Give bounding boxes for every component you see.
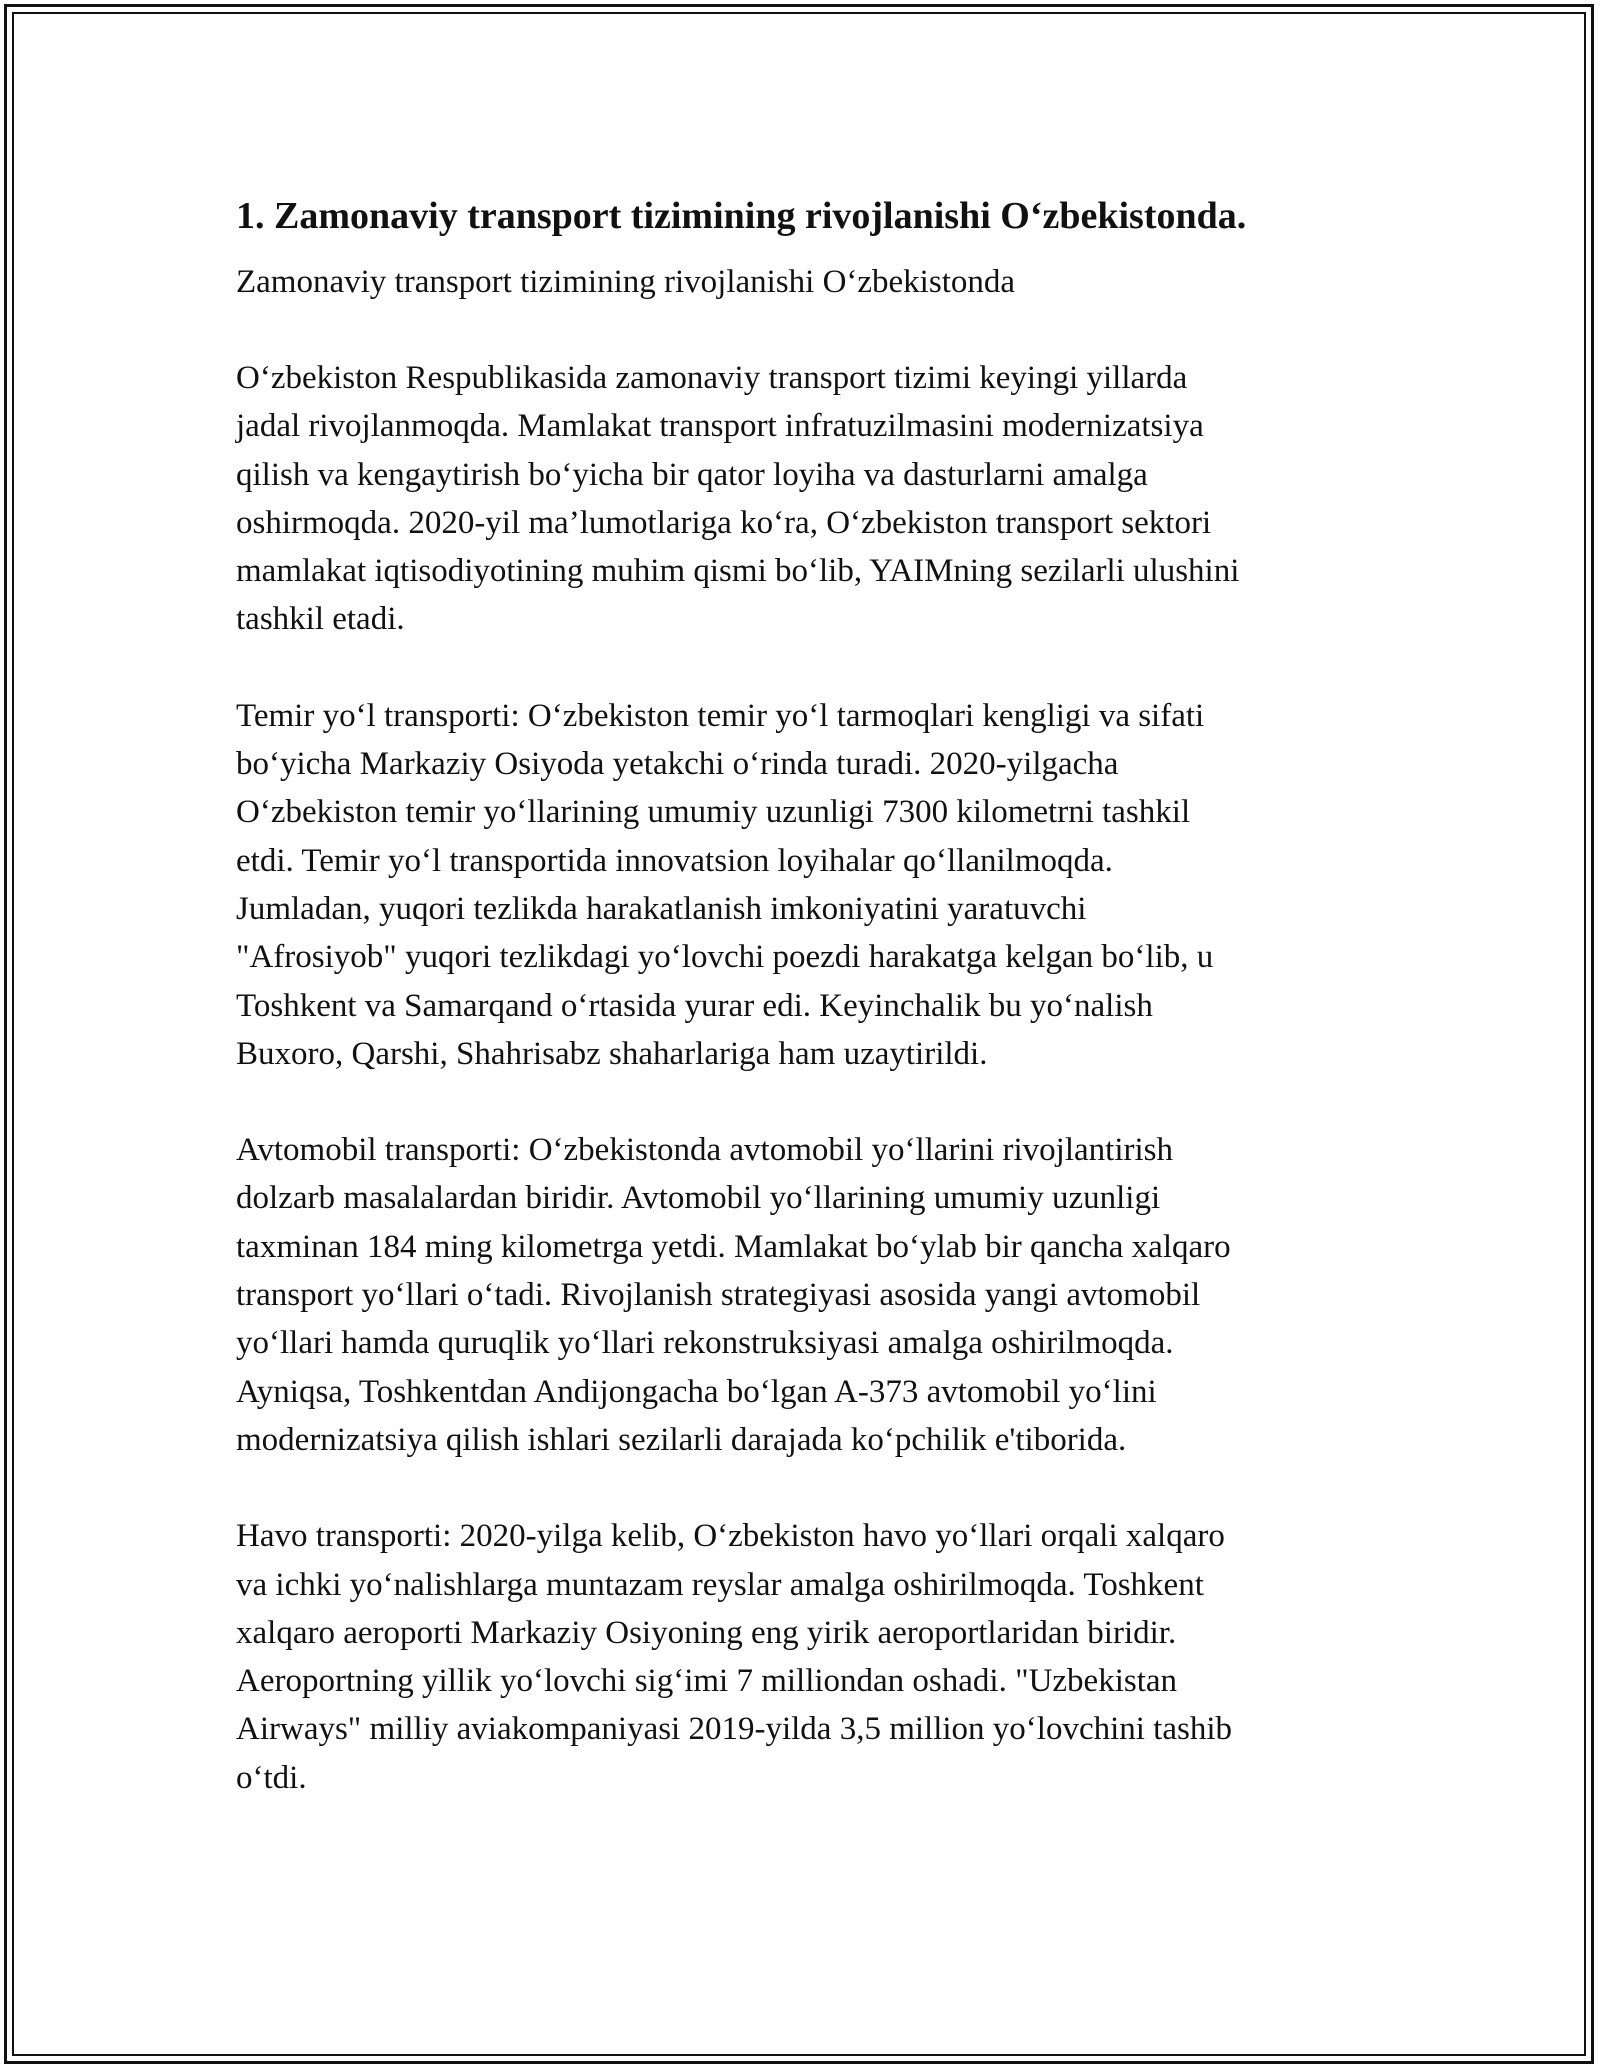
text-line: Ayniqsa, Toshkentdan Andijongacha bo‘lgan A-373 avtomobil yo‘lini: [236, 1373, 1157, 1410]
text-line: jadal rivojlanmoqda. Mamlakat transport infratuzilmasini modernizatsiya: [236, 408, 1204, 445]
text-line: o‘tdi.: [236, 1759, 307, 1796]
text-line: yo‘llari hamda quruqlik yo‘llari rekonstruksiyasi amalga oshirilmoqda.: [236, 1325, 1174, 1362]
text-line: va ichki yo‘nalishlarga muntazam reyslar amalga oshirilmoqda. Toshkent: [236, 1566, 1204, 1603]
text-line: Avtomobil transporti: O‘zbekistonda avtomobil yo‘llarini rivojlantirish: [236, 1132, 1173, 1169]
text-line: oshirmoqda. 2020-yil ma’lumotlariga ko‘ra, O‘zbekiston transport sektori: [236, 504, 1212, 541]
text-line: taxminan 184 ming kilometrga yetdi. Mamlakat bo‘ylab bir qancha xalqaro: [236, 1228, 1231, 1265]
text-line: O‘zbekiston Respublikasida zamonaviy transport tizimi keyingi yillarda: [236, 360, 1188, 396]
text-line: Aeroportning yillik yo‘lovchi sig‘imi 7 milliondan oshadi. "Uzbekistan: [236, 1663, 1178, 1700]
text-line: dolzarb masalalardan biridir. Avtomobil yo‘llarining umumiy uzunligi: [236, 1180, 1161, 1217]
text-line: xalqaro aeroporti Markaziy Osiyoning eng yirik aeroportlaridan biridir.: [236, 1614, 1177, 1651]
text-line: "Afrosiyob" yuqori tezlikdagi yo‘lovchi poezdi harakatga kelgan bo‘lib, u: [236, 939, 1214, 976]
text-line: tashkil etadi.: [236, 601, 405, 638]
text-line: Temir yo‘l transporti: O‘zbekiston temir yo‘l tarmoqlari kengligi va sifati: [236, 697, 1205, 734]
paragraph-railway: [236, 692, 1386, 1078]
text-line: transport yo‘llari o‘tadi. Rivojlanish strategiyasi asosida yangi avtomobil: [236, 1277, 1201, 1314]
text-line: Jumladan, yuqori tezlikda harakatlanish imkoniyatini yaratuvchi: [236, 890, 1087, 927]
text-line: Airways" milliy aviakompaniyasi 2019-yilda 3,5 million yo‘lovchini tashib: [236, 1711, 1233, 1748]
text-line: qilish va kengaytirish bo‘yicha bir qator loyiha va dasturlarni amalga: [236, 456, 1148, 493]
page-title: 1. Zamonaviy transport tizimining rivojlanishi O‘zbekistonda.: [236, 195, 1247, 237]
text-line: Buxoro, Qarshi, Shahrisabz shaharlariga ham uzaytirildi.: [236, 1035, 988, 1072]
text-line: Havo transporti: 2020-yilga kelib, O‘zbekiston havo yo‘llari orqali xalqaro: [236, 1518, 1225, 1555]
text-line: bo‘yicha Markaziy Osiyoda yetakchi o‘rinda turadi. 2020-yilgacha: [236, 746, 1119, 783]
text-line: O‘zbekiston temir yo‘llarining umumiy uzunligi 7300 kilometrni tashkil: [236, 794, 1191, 831]
document-subtitle: Zamonaviy transport tizimining rivojlanishi O‘zbekistonda: [236, 264, 1016, 300]
paragraph-air: [236, 1512, 1386, 1802]
text-line: modernizatsiya qilish ishlari sezilarli darajada ko‘pchilik e'tiborida.: [236, 1421, 1127, 1458]
text-line: Toshkent va Samarqand o‘rtasida yurar edi. Keyinchalik bu yo‘nalish: [236, 987, 1153, 1024]
paragraph-intro: [236, 354, 1386, 644]
paragraph-road: [236, 1126, 1386, 1464]
text-line: etdi. Temir yo‘l transportida innovatsion loyihalar qo‘llanilmoqda.: [236, 842, 1113, 879]
text-line: mamlakat iqtisodiyotining muhim qismi bo‘lib, YAIMning sezilarli ulushini: [236, 553, 1240, 590]
document-body: [236, 186, 1386, 1802]
